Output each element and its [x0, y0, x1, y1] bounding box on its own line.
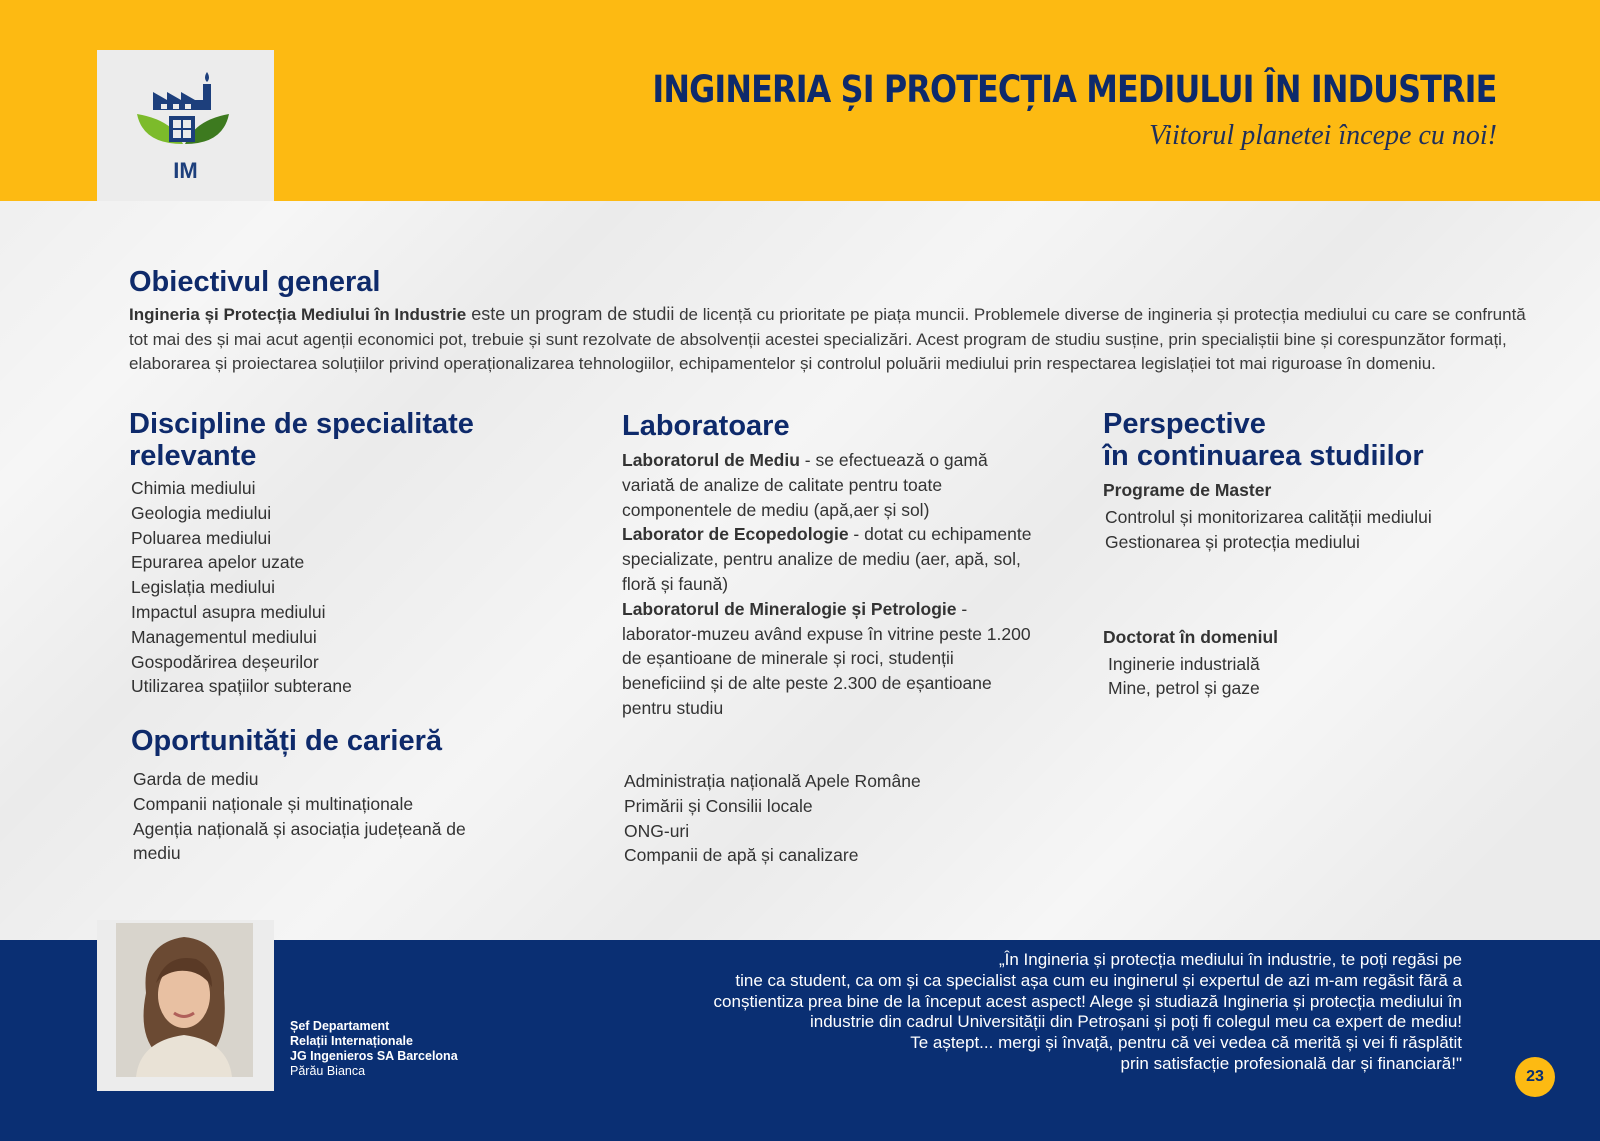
doctorate-heading: Doctorat în domeniul: [1103, 626, 1278, 647]
lab-name: Laborator de Ecopedologie: [622, 524, 849, 545]
person-portrait-icon: [116, 923, 253, 1077]
factory-leaf-icon: [133, 70, 237, 158]
list-item: Poluarea mediului: [131, 527, 272, 548]
intro-text: de licență cu prioritate pe piața muncii. Problemele diverse de ingineria și protecția mediului cu care se confruntă tot mai des și mai acut agenții economici pot, trebuie și sunt rezolvate de absolvenții acestei specializări. Acest program de studiu susține, prin specialiștii bine și corespunzător formați, elaborarea și proiectarea soluțiilor privind operaționalizarea tehnologiilor, echipamentelor și controlul poluării mediului prin respectarea legislației tot mai riguroase în domeniu.: [129, 305, 1526, 373]
intro-bold-lead: Ingineria și Protecția Mediului în Industrie: [129, 305, 467, 324]
disciplines-heading-line2: relevante: [129, 440, 257, 472]
quote-line: prin satisfacție profesională dar și financiară!": [1120, 1053, 1462, 1073]
lab-desc: - laborator-muzeu având expuse în vitrine peste 1.200 de eșantioane de minerale și roci, studenții beneficiind și de alte peste 2.300 de eșantioane pentru studiu: [622, 598, 1031, 718]
perspectives-heading-line2: în continuarea studiilor: [1103, 440, 1424, 472]
perspectives-heading: [1103, 408, 1523, 472]
list-item: Administrația națională Apele Române: [624, 771, 921, 791]
testimonial-photo-frame: [97, 920, 274, 1091]
list-item: Companii naționale și multinaționale: [133, 793, 414, 814]
disciplines-list: [129, 476, 549, 699]
lab-name: Laboratorul de Mediu: [622, 450, 800, 470]
logo: [97, 50, 274, 201]
perspectives-heading-line1: Perspective: [1103, 408, 1266, 440]
list-item: Managementul mediului: [131, 626, 317, 647]
lab-name: Laboratorul de Mineralogie și Petrologie: [622, 598, 957, 619]
testimonial-name: Părău Bianca: [290, 1064, 366, 1078]
list-item: Companii de apă și canalizare: [624, 845, 859, 866]
list-item: Inginerie industrială: [1108, 653, 1260, 674]
intro-heading: Obiectivul general: [129, 266, 381, 298]
career-section: [131, 725, 551, 866]
quote-line: industrie din cadrul Universității din Petroșani și poți fi colegul meu ca expert de mediu!: [810, 1012, 1462, 1032]
page-number: 23: [1515, 1057, 1555, 1097]
lab-item: [622, 448, 1042, 522]
list-item: Utilizarea spațiilor subterane: [131, 676, 352, 697]
header-band: [0, 0, 1600, 201]
list-item: Geologia mediului: [131, 502, 272, 523]
list-item: ONG-uri: [624, 820, 690, 841]
labs-section: [622, 410, 1042, 721]
intro-program-phrase: este un program de studii: [466, 304, 675, 324]
lab-desc: - se efectuează o gamă variată de analize de calitate pentru toate componentele de mediu (apă,aer și sol): [622, 450, 988, 520]
list-item: Primării și Consilii locale: [624, 795, 813, 816]
lab-desc: - dotat cu echipamente specializate, pentru analize de mediu (aer, apă, sol, floră și faună): [622, 524, 1032, 594]
quote-line: Te aștept... mergi și învață, pentru că vei vedea că merită și vei fi răsplătit: [910, 1033, 1462, 1053]
lab-item: [622, 522, 1042, 596]
list-item: Gestionarea și protecția mediului: [1105, 531, 1360, 552]
testimonial-photo: [116, 923, 253, 1077]
master-heading: Programe de Master: [1103, 480, 1272, 500]
list-item: Garda de mediu: [133, 769, 259, 789]
list-item: Controlul și monitorizarea calității mediului: [1105, 507, 1432, 527]
logo-text: IM: [173, 158, 198, 183]
list-item: Impactul asupra mediului: [131, 601, 326, 622]
disciplines-section: [129, 408, 549, 699]
testimonial-signature: [290, 1019, 458, 1079]
list-item: Gospodărirea deșeurilor: [131, 651, 319, 672]
intro-section: [129, 266, 1549, 377]
career-list-left: [131, 767, 551, 866]
perspectives-section: [1103, 408, 1523, 701]
list-item: Agenția națională și asociația județeană de mediu: [133, 818, 466, 864]
doctorate-list: [1106, 652, 1523, 702]
career-section-right: [622, 769, 1042, 868]
lab-item: [622, 597, 1042, 721]
quote-line: conștientiza prea bine de la început acest aspect! Alege și studiază Ingineria și protecția mediului în: [713, 991, 1462, 1011]
career-list-right: [622, 769, 1042, 868]
list-item: Legislația mediului: [131, 577, 275, 598]
testimonial-quote: [582, 950, 1462, 1075]
list-item: Mine, petrol și gaze: [1108, 678, 1260, 699]
quote-line: tine ca student, ca om și ca specialist așa cum eu inginerul și expertul de azi m-am regăsit fără a: [735, 970, 1462, 990]
master-list: [1103, 505, 1523, 555]
page-title: INGINERIA ȘI PROTECȚIA MEDIULUI ÎN INDUSTRIE: [652, 68, 1497, 111]
disciplines-heading-line1: Discipline de specialitate: [129, 408, 474, 440]
labs-list: [622, 448, 1042, 721]
quote-line: „În Ingineria și protecția mediului în industrie, te poți regăsi pe: [998, 950, 1462, 969]
page-subtitle: Viitorul planetei începe cu noi!: [1149, 120, 1497, 151]
career-heading: Oportunități de carieră: [131, 725, 443, 757]
labs-heading: Laboratoare: [622, 410, 790, 442]
list-item: Chimia mediului: [131, 478, 256, 498]
list-item: Epurarea apelor uzate: [131, 552, 305, 573]
role-line3: JG Ingenieros SA Barcelona: [290, 1049, 458, 1063]
disciplines-heading: [129, 408, 549, 472]
role-line1: Șef Departament: [290, 1019, 390, 1033]
intro-paragraph: [129, 302, 1549, 377]
role-line2: Relații Internaționale: [290, 1034, 413, 1048]
